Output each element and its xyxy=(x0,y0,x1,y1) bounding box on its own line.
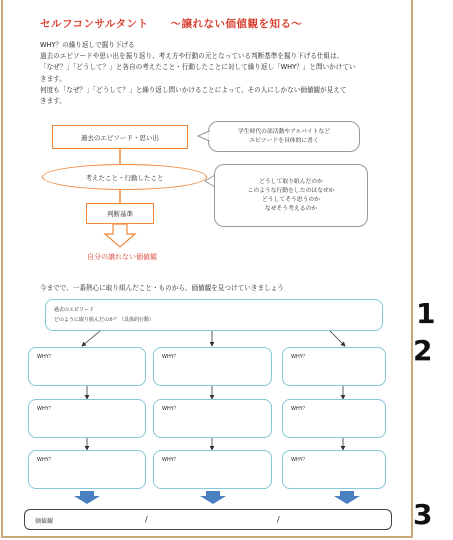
step-number-3: 3 xyxy=(413,498,433,531)
why-box[interactable]: WHY？ xyxy=(153,450,272,489)
lead-text: 今までで、一番熱心に取り組んだこと・ものから、価値観を見つけていきましょう xyxy=(40,284,284,292)
why-box[interactable]: WHY？ xyxy=(153,347,272,386)
intro-line: 過去のエピソードや思い出を振り返り、考え方や行動の元となっている判断基準を掘り下げる仕組は、 xyxy=(40,52,344,61)
step-number-1: 1 xyxy=(416,297,436,330)
intro-line: 「なぜ？」「どうして？」と各自の考えたこと・行動したことに対して繰り返し「WHY？」と問いかけてい xyxy=(40,63,356,72)
step-number-2: 2 xyxy=(413,334,433,367)
why-box[interactable]: WHY？ xyxy=(28,450,146,489)
why-box[interactable]: WHY？ xyxy=(282,450,386,489)
value-result-text: 自分の譲れない価値観 xyxy=(87,253,157,261)
intro-line: WHY？の繰り返しで掘り下げる xyxy=(40,41,135,49)
note-bubble-why: どうして取り組んだのか このような行動をしたのはなぜか どうしてそう思うのか なぜそう考えるのか xyxy=(214,164,368,227)
value-separator: / xyxy=(145,515,148,524)
value-answer-bar[interactable] xyxy=(24,509,392,530)
why-box[interactable]: WHY？ xyxy=(282,399,386,438)
criteria-box: 判断基準 xyxy=(86,203,154,224)
value-label: 価値観 xyxy=(35,518,54,525)
episode-box: 過去のエピソード・思い出 xyxy=(52,125,188,149)
thought-ellipse: 考えたこと・行動したこと xyxy=(42,164,207,190)
intro-line: 何度も「なぜ？」「どうして？」と繰り返し問いかけることによって、その人にしかない価値観が見えて xyxy=(40,85,347,94)
why-box[interactable]: WHY？ xyxy=(28,399,146,438)
episode-input-box[interactable]: 過去のエピソード どのように取り組んだのか？（具体的行動） xyxy=(45,299,383,331)
intro-line: きます。 xyxy=(40,74,66,83)
note-bubble-episode: 学生時代の部活動やアルバイトなど エピソードを具体的に書く xyxy=(208,121,360,152)
value-separator: / xyxy=(277,515,280,524)
page-title: セルフコンサルタント ～譲れない価値観を知る～ xyxy=(40,18,303,30)
why-box[interactable]: WHY？ xyxy=(153,399,272,438)
intro-line: きます。 xyxy=(40,97,66,106)
why-box[interactable]: WHY？ xyxy=(282,347,386,386)
why-box[interactable]: WHY？ xyxy=(28,347,146,386)
